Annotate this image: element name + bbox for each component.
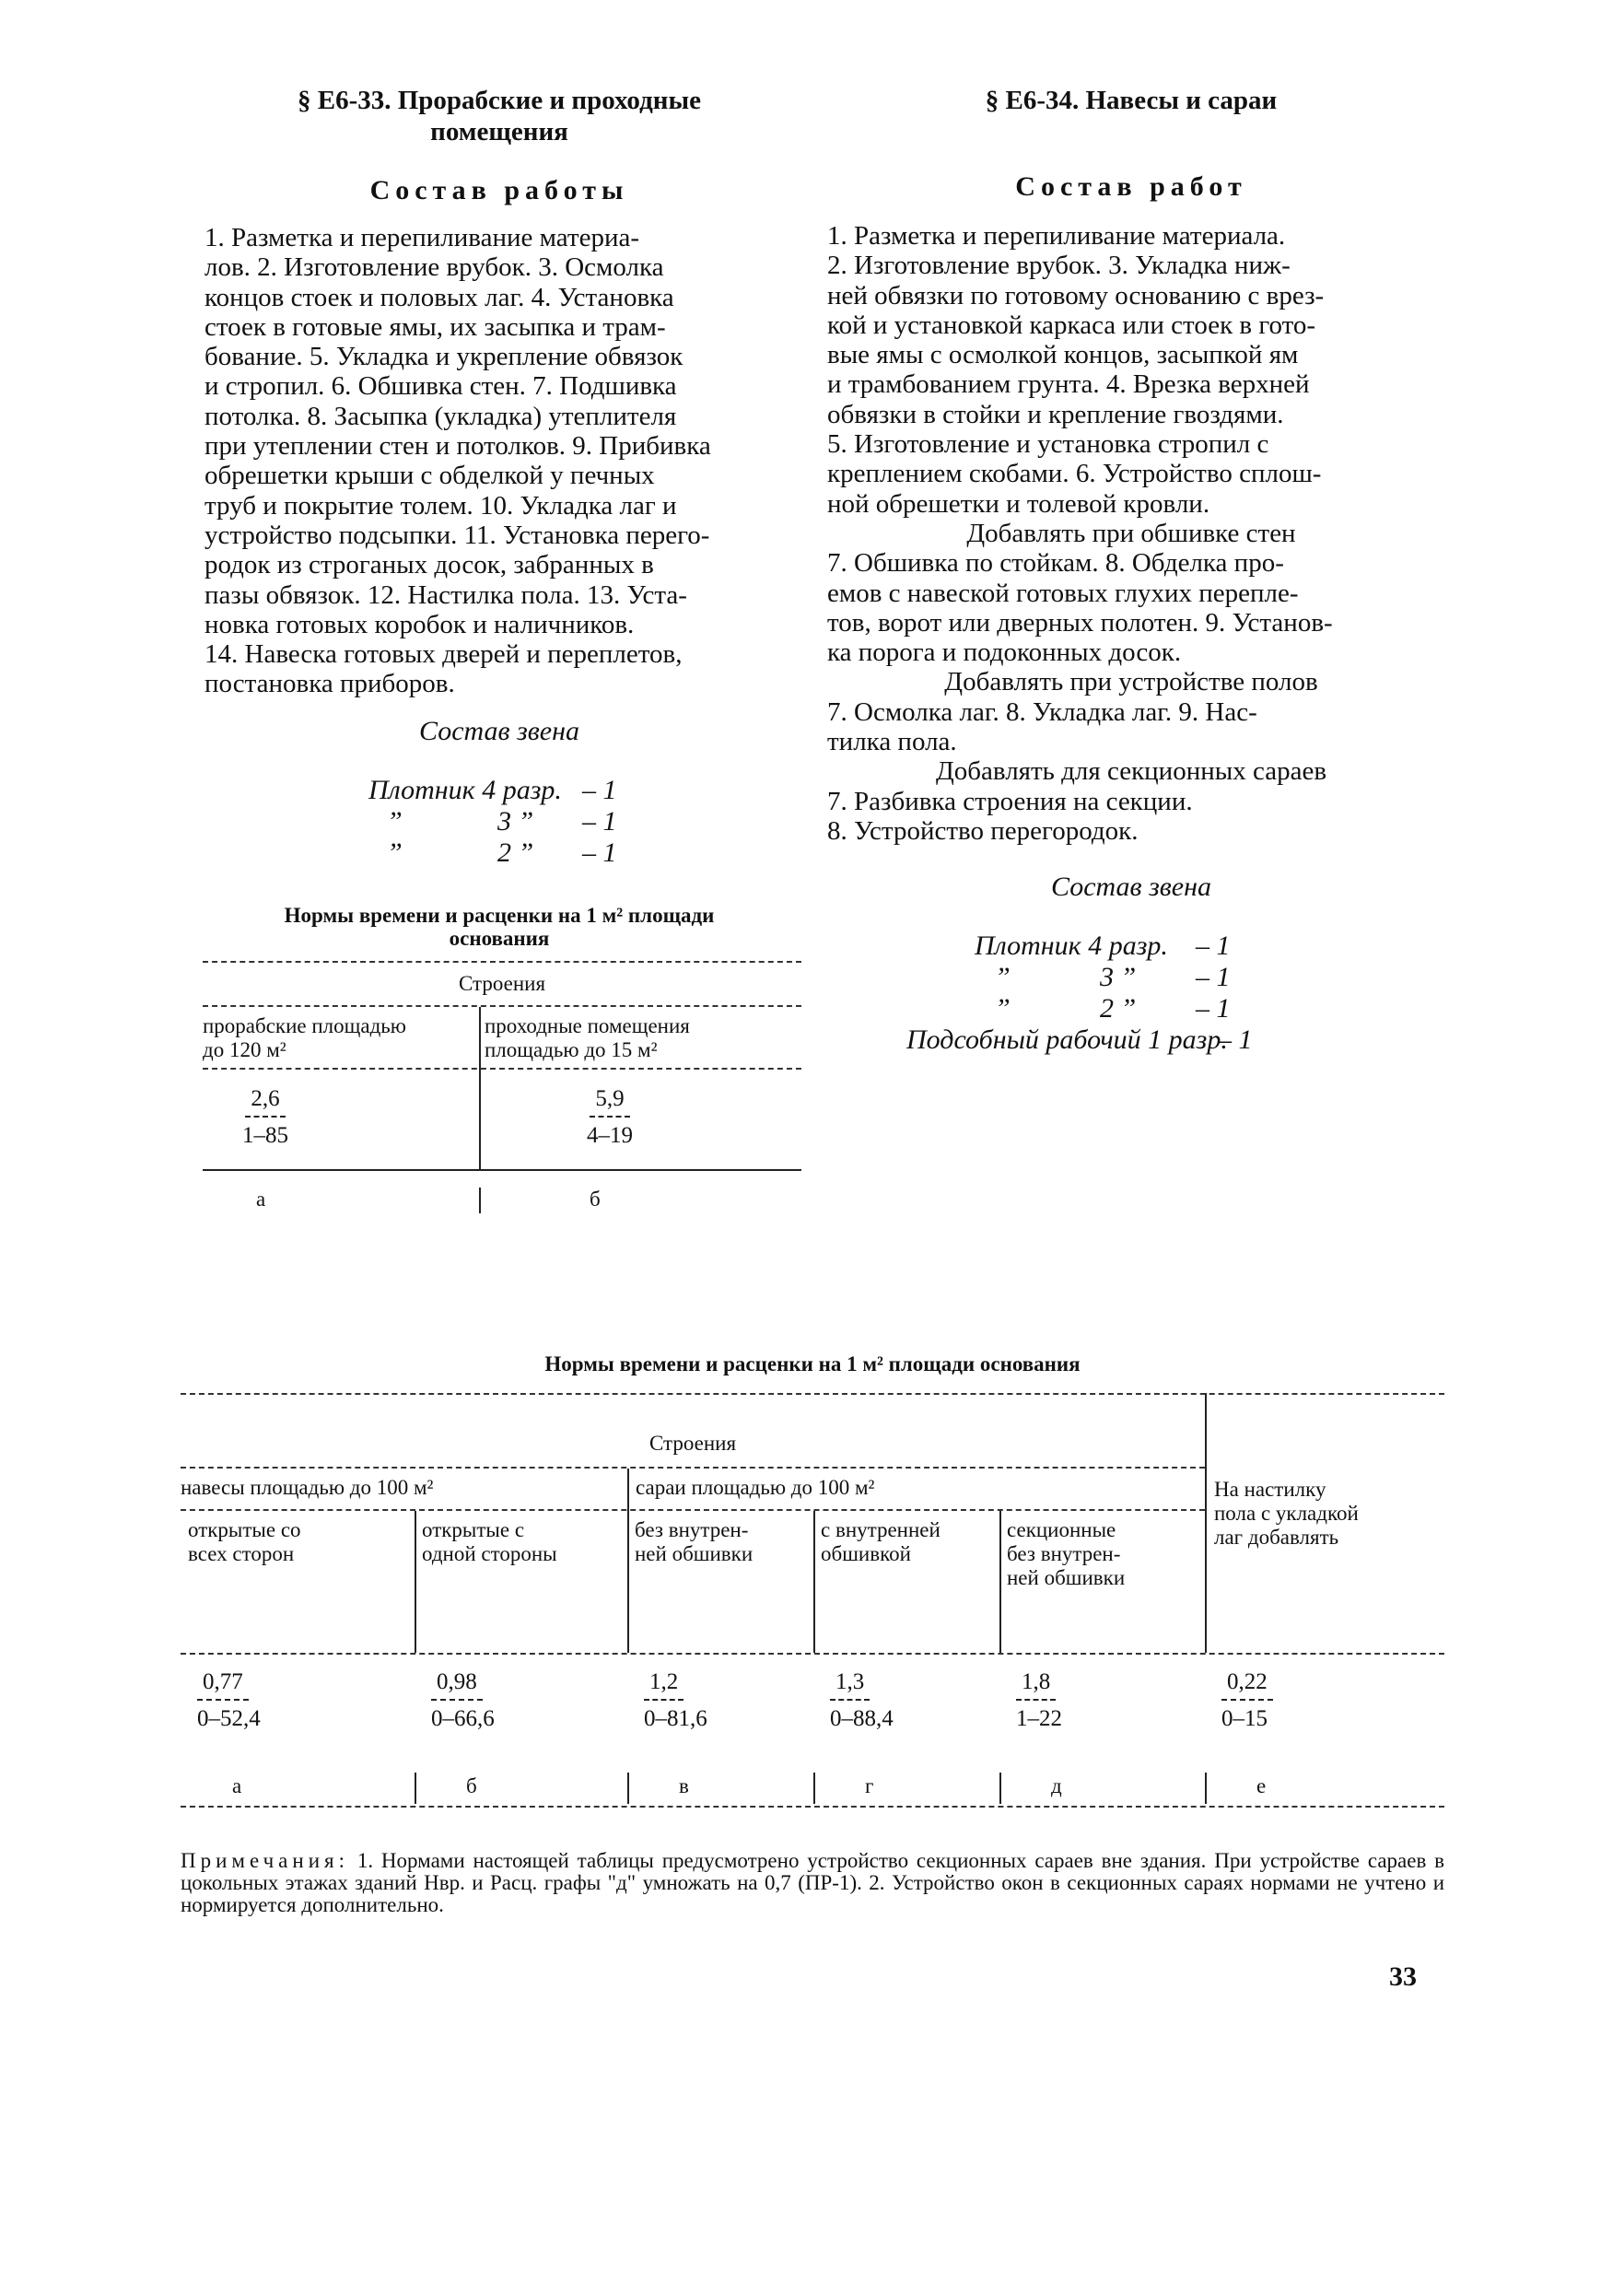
text-line: 7. Обшивка по стойкам. 8. Обделка про- xyxy=(827,548,1284,579)
text-line: 8. Устройство перегородок. xyxy=(827,815,1139,846)
section-e6-34 xyxy=(827,85,1435,1056)
crew-role: ” xyxy=(387,805,403,837)
text-line: тилка пола. xyxy=(827,727,957,757)
text-line: и стропил. 6. Обшивка стен. 7. Подшивка xyxy=(204,371,677,402)
small-table-caption xyxy=(204,904,794,950)
text-line: концов стоек и половых лаг. 4. Установка xyxy=(204,282,674,312)
column-letter: д xyxy=(1051,1774,1062,1797)
column-header-a xyxy=(203,1014,475,1062)
subheading-floors: Добавлять при устройстве полов xyxy=(944,667,1318,697)
text-line: 7. Осмолка лаг. 8. Укладка лаг. 9. Нас- xyxy=(827,696,1257,727)
column-divider xyxy=(1205,1773,1207,1804)
extra-header-line3: лаг добавлять xyxy=(1214,1526,1339,1549)
subheading-walls: Добавлять при обшивке стен xyxy=(966,518,1296,548)
text-line: 1. Разметка и перепиливание материала. xyxy=(827,221,1286,251)
extra-header-line2: пола с укладкой xyxy=(1214,1502,1359,1525)
text-line: обвязки в стойки и крепление гвоздями. xyxy=(827,399,1284,429)
cell-b-norm: 5,9 xyxy=(590,1086,629,1118)
work-description xyxy=(204,223,794,699)
crew-member xyxy=(827,1024,1435,1056)
price-value: 0–52,4 xyxy=(197,1706,261,1731)
crew-count: – 1 xyxy=(1218,1024,1253,1056)
crew-member xyxy=(827,930,1435,962)
page-number: 33 xyxy=(1389,1961,1417,1992)
price-value: 0–88,4 xyxy=(830,1706,894,1731)
crew-list xyxy=(827,930,1435,1056)
column-header-b-line2: площадью до 15 м² xyxy=(485,1037,658,1061)
work-description xyxy=(827,221,1435,519)
extra-header xyxy=(1214,1478,1444,1550)
column-header-line: открытые с xyxy=(422,1518,525,1541)
column-header-b xyxy=(485,1014,801,1062)
norm-value: 0,22 xyxy=(1221,1669,1273,1701)
text-line: потолка. 8. Засыпка (укладка) утеплителя xyxy=(204,401,677,431)
price-value: 0–81,6 xyxy=(644,1706,707,1731)
table-rule xyxy=(203,1068,801,1070)
work-heading: Состав работ xyxy=(1015,171,1247,202)
crew-count: – 1 xyxy=(582,837,617,868)
table-rule xyxy=(181,1806,1444,1808)
group-header: Строения xyxy=(458,971,546,995)
section-title xyxy=(204,85,794,147)
column-header xyxy=(188,1518,411,1566)
column-header-line: ней обшивки xyxy=(1007,1566,1126,1589)
cell-b-price: 4–19 xyxy=(587,1122,633,1148)
text-line: устройство подсыпки. 11. Установка перего- xyxy=(204,520,710,550)
text-line: 7. Разбивка строения на секции. xyxy=(827,786,1193,816)
cell-a-norm: 2,6 xyxy=(245,1086,285,1118)
text-line: ка порога и подоконных досок. xyxy=(827,638,1182,668)
small-table-caption-line1: Нормы времени и расценки на 1 м² площади xyxy=(284,903,715,927)
text-line: при утеплении стен и потолков. 9. Прибивка xyxy=(204,431,711,462)
crew-grade: 2 ” xyxy=(1100,993,1137,1024)
text-line: и трамбованием грунта. 4. Врезка верхней xyxy=(827,369,1310,400)
crew-member xyxy=(204,837,794,869)
column-header xyxy=(422,1518,624,1566)
notes xyxy=(181,1850,1444,1916)
notes-label: Примечания: xyxy=(181,1849,349,1872)
column-header-line: всех сторон xyxy=(188,1542,295,1565)
crew-heading: Состав звена xyxy=(418,715,579,746)
column-header xyxy=(1007,1518,1201,1590)
norm-value: 1,2 xyxy=(644,1669,683,1701)
column-divider xyxy=(479,1188,481,1213)
text-line: 5. Изготовление и установка стропил с xyxy=(827,429,1269,460)
column-header-line: без внутрен- xyxy=(1007,1542,1121,1565)
subheading-sections: Добавлять для секционных сараев xyxy=(935,756,1327,787)
crew-role: Плотник 4 разр. xyxy=(975,930,1168,962)
table-rule xyxy=(203,1005,801,1007)
column-divider xyxy=(999,1773,1001,1804)
crew-role: ” xyxy=(995,962,1011,993)
table-rule xyxy=(203,1169,801,1171)
crew-count: – 1 xyxy=(582,805,617,837)
main-table-caption: Нормы времени и расценки на 1 м² площади основания xyxy=(544,1352,1081,1375)
crew-list xyxy=(204,775,794,869)
column-divider xyxy=(813,1773,815,1804)
text-line: кой и установкой каркаса или стоек в гото- xyxy=(827,310,1316,340)
crew-heading: Состав звена xyxy=(1050,872,1211,903)
text-line: постановка приборов. xyxy=(204,669,455,699)
crew-member xyxy=(827,962,1435,993)
norm-value: 0,98 xyxy=(431,1669,483,1701)
crew-member xyxy=(204,775,794,806)
table-rule xyxy=(181,1653,1444,1655)
column-letter-a: а xyxy=(256,1187,266,1211)
text-line: емов с навеской готовых глухих перепле- xyxy=(827,578,1299,608)
section-e6-33 xyxy=(204,85,794,1246)
column-divider xyxy=(813,1511,815,1653)
text-line: креплением скобами. 6. Устройство сплош- xyxy=(827,459,1322,489)
value-cell xyxy=(1221,1669,1321,1732)
column-header-line: одной стороны xyxy=(422,1542,557,1565)
section-title-line2: помещения xyxy=(430,117,568,146)
column-header-line: секционные xyxy=(1007,1518,1116,1541)
section-title-line1: § Е6-33. Прорабские и проходные xyxy=(297,86,701,115)
value-cell xyxy=(830,1669,929,1732)
text-line: ной обрешетки и толевой кровли. xyxy=(827,488,1210,519)
column-header xyxy=(635,1518,810,1566)
extra-header-line1: На настилку xyxy=(1214,1478,1326,1501)
column-divider xyxy=(415,1511,416,1653)
table-rule xyxy=(181,1393,1444,1395)
column-divider xyxy=(999,1511,1001,1653)
section-title: § Е6-34. Навесы и сараи xyxy=(985,86,1278,115)
column-header-a-line1: прорабские площадью xyxy=(203,1013,406,1037)
table-rule xyxy=(203,961,801,963)
cell-b-values xyxy=(566,1086,654,1149)
small-table-block xyxy=(204,904,794,1246)
column-letter-b: б xyxy=(590,1187,601,1211)
work-heading: Состав работы xyxy=(369,175,629,205)
value-cell xyxy=(431,1669,531,1732)
column-header xyxy=(821,1518,996,1566)
crew-member xyxy=(827,993,1435,1024)
column-header-a-line2: до 120 м² xyxy=(203,1037,286,1061)
crew-member xyxy=(204,806,794,837)
price-value: 1–22 xyxy=(1016,1706,1062,1731)
crew-count: – 1 xyxy=(1196,930,1231,962)
column-divider xyxy=(627,1469,629,1653)
sections-description xyxy=(827,787,1435,847)
column-header-line: ней обшивки xyxy=(635,1542,754,1565)
group-header: Строения xyxy=(648,1432,737,1455)
crew-count: – 1 xyxy=(582,774,617,805)
text-line: 1. Разметка и перепиливание материа- xyxy=(204,223,639,252)
text-line: ней обвязки по готовому основанию с врез- xyxy=(827,280,1325,310)
column-letter: е xyxy=(1256,1774,1267,1797)
text-line: 2. Изготовление врубок. 3. Укладка ниж- xyxy=(827,251,1291,281)
column-divider xyxy=(1205,1393,1207,1653)
text-line: тов, ворот или дверных полотен. 9. Установ- xyxy=(827,607,1333,638)
table-rule xyxy=(181,1467,1205,1469)
crew-grade: 2 ” xyxy=(497,837,534,868)
crew-count: – 1 xyxy=(1196,962,1231,993)
crew-grade: 3 ” xyxy=(497,805,534,837)
text-line: стоек в готовые ямы, их засыпка и трам- xyxy=(204,311,666,342)
column-header-line: открытые со xyxy=(188,1518,301,1541)
crew-count: – 1 xyxy=(1196,993,1231,1024)
price-value: 0–66,6 xyxy=(431,1706,495,1731)
crew-role: Плотник 4 разр. xyxy=(368,774,562,805)
text-line: пазы обвязок. 12. Настилка пола. 13. Уста- xyxy=(204,579,687,610)
main-table xyxy=(181,1393,1444,1826)
price-value: 0–15 xyxy=(1221,1706,1268,1731)
small-table xyxy=(203,961,801,1246)
sheds-header: навесы площадью до 100 м² xyxy=(181,1476,434,1499)
column-letter: в xyxy=(679,1774,689,1797)
crew-role: ” xyxy=(995,993,1011,1024)
column-header-line: без внутрен- xyxy=(635,1518,749,1541)
cell-a-price: 1–85 xyxy=(242,1122,288,1148)
value-cell xyxy=(1016,1669,1116,1732)
table-rule xyxy=(181,1509,1205,1511)
crew-role: Подсобный рабочий 1 разр. xyxy=(906,1024,1228,1056)
value-cell xyxy=(197,1669,297,1732)
column-divider xyxy=(479,1070,481,1169)
small-table-caption-line2: основания xyxy=(449,926,550,950)
floors-description xyxy=(827,697,1435,757)
column-divider xyxy=(415,1773,416,1804)
column-divider xyxy=(627,1773,629,1804)
barns-header: сараи площадью до 100 м² xyxy=(636,1476,875,1499)
column-letter: а xyxy=(232,1774,242,1797)
column-letter: б xyxy=(466,1774,477,1797)
value-cell xyxy=(644,1669,743,1732)
text-line: вые ямы с осмолкой концов, засыпкой ям xyxy=(827,340,1299,370)
column-header-line: с внутренней xyxy=(821,1518,941,1541)
text-line: труб и покрытие толем. 10. Укладка лаг и xyxy=(204,490,677,521)
notes-text: 1. Нормами настоящей таблицы предусмотрено устройство секционных сараев вне здания. При устройстве сараев в цокольных этажах зданий Нвр. и Расц. графы "д" умножать на 0,7 (ПР-1). 2. Устройство окон в секционных сараях нормами не учтено и нормируется дополнительно. xyxy=(181,1849,1445,1916)
text-line: бование. 5. Укладка и укрепление обвязок xyxy=(204,342,683,372)
norm-value: 0,77 xyxy=(197,1669,249,1701)
text-line: лов. 2. Изготовление врубок. 3. Осмолка xyxy=(204,252,664,283)
norm-value: 1,8 xyxy=(1016,1669,1056,1701)
norm-value: 1,3 xyxy=(830,1669,870,1701)
column-letter: г xyxy=(865,1774,874,1797)
text-line: родок из строганых досок, забранных в xyxy=(204,550,654,580)
column-header-b-line1: проходные помещения xyxy=(485,1013,690,1037)
cell-a-values xyxy=(221,1086,310,1149)
walls-description xyxy=(827,548,1435,667)
column-header-line: обшивкой xyxy=(821,1542,911,1565)
text-line: новка готовых коробок и наличников. xyxy=(204,609,635,639)
crew-grade: 3 ” xyxy=(1100,962,1137,993)
crew-role: ” xyxy=(387,837,403,868)
text-line: 14. Навеска готовых дверей и переплетов, xyxy=(204,639,683,670)
text-line: обрешетки крыши с обделкой у печных xyxy=(204,461,655,491)
